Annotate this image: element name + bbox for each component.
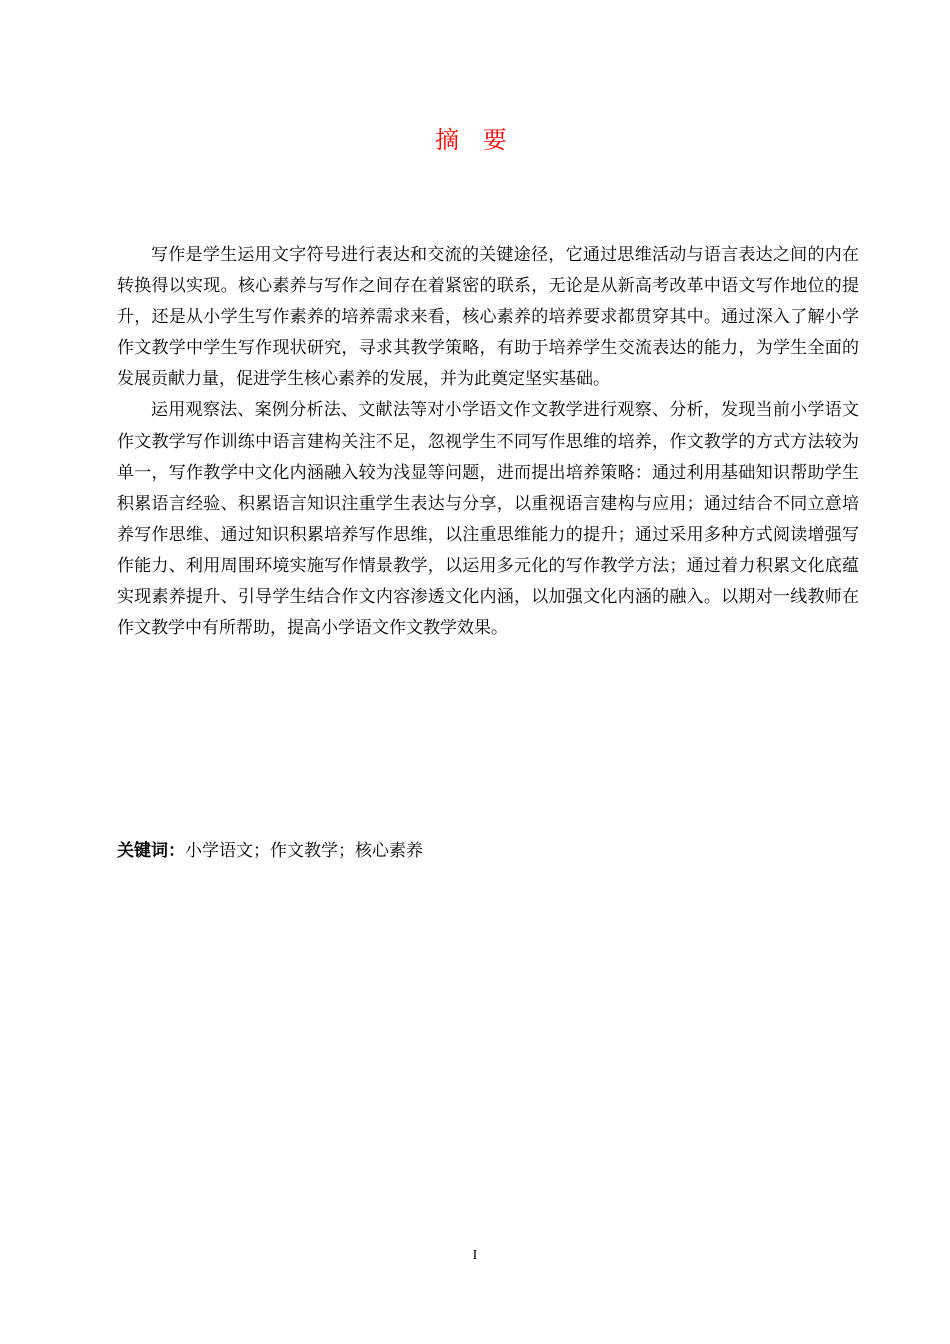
abstract-paragraph-2: 运用观察法、案例分析法、文献法等对小学语文作文教学进行观察、分析，发现当前小学语文作文教学写作训练中语言建构关注不足，忽视学生不同写作思维的培养，作文教学的方式方法较为单一，写作教学中文化内涵融入较为浅显等问题，进而提出培养策略：通过利用基础知识帮助学生积累语言经验、积累语言知识注重学生表达与分享，以重视语言建构与应用；通过结合不同立意培养写作思维、通过知识积累培养写作思维，以注重思维能力的提升；通过采用多种方式阅读增强写作能力、利用周围环境实施写作情景教学，以运用多元化的写作教学方法；通过着力积累文化底蕴实现素养提升、引导学生结合作文内容渗透文化内涵，以加强文化内涵的融入。以期对一线教师在作文教学中有所帮助，提高小学语文作文教学效果。 bbox=[117, 400, 859, 639]
abstract-body bbox=[117, 240, 859, 644]
abstract-paragraph-1: 写作是学生运用文字符号进行表达和交流的关键途径，它通过思维活动与语言表达之间的内在转换得以实现。核心素养与写作之间存在着紧密的联系，无论是从新高考改革中语文写作地位的提升，还是从小学生写作素养的培养需求来看，核心素养的培养要求都贯穿其中。通过深入了解小学作文教学中学生写作现状研究，寻求其教学策略，有助于培养学生交流表达的能力，为学生全面的发展贡献力量，促进学生核心素养的发展，并为此奠定坚实基础。 bbox=[117, 245, 859, 390]
keywords-line bbox=[117, 837, 859, 865]
keywords-value: 小学语文；作文教学；核心素养 bbox=[185, 841, 423, 861]
abstract-title: 摘 要 bbox=[435, 126, 515, 154]
page-number: I bbox=[472, 1248, 478, 1263]
keywords-label: 关键词： bbox=[117, 841, 185, 861]
